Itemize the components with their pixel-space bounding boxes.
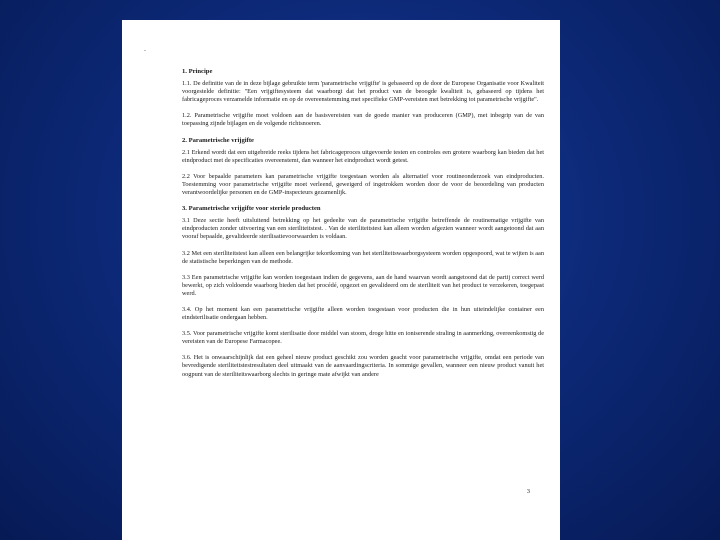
paragraph-3-2: 3.2 Met een steriliteitstest kan alleen een belangrijke tekortkoming van het steriliteitswaarborgsysteem worden opgespoord, wat te wijten is aan de statistische beperkingen van de methode.	[182, 249, 544, 265]
document-body	[182, 68, 544, 387]
page-number: 3	[526, 488, 530, 495]
section-heading-3: 3. Parametrische vrijgifte voor steriele producten	[182, 205, 321, 213]
paragraph-2-1: 2.1 Erkend wordt dat een uitgebreide reeks tijdens het fabricageproces uitgevoerde testen en controles een grotere waarborg kan bieden dat het eindproduct met de specificaties overeenstemt, dan wanneer het eindproduct wordt getest.	[182, 148, 544, 164]
paragraph-2-2: 2.2 Voor bepaalde parameters kan parametrische vrijgifte toegestaan worden als alternatief voor routineonderzoek van eindproducten. Toestemming voor parametrische vrijgifte moet verleend, geweigerd of ingetrokken worden door de voor de beoordeling van producten verantwoordelijke personen en de GMP-inspecteurs gezamenlijk.	[182, 172, 544, 197]
paragraph-3-5: 3.5. Voor parametrische vrijgifte komt sterilisatie door middel van stoom, droge hitte en ioniserende straling in aanmerking, overeenkomstig de vereisten van de Europese Farmacopee.	[182, 330, 544, 346]
paragraph-3-1: 3.1 Deze sectie heeft uitsluitend betrekking op het gedeelte van de parametrische vrijgifte betreffende de routinematige vrijgifte van eindproducten zonder uitvoering van een steriliteitstest. . Van de steriliteitstest kan alleen worden afgezien wanneer wordt aangetoond dat aan vooraf bepaalde, gevalideerde sterilisatievoorwaarden is voldaan.	[182, 217, 544, 241]
paragraph-1-2: 1.2. Parametrische vrijgifte moet voldoen aan de basisvereisten van de goede manier van produceren (GMP), met inbegrip van de van toepassing zijnde bijlagen en de volgende richtsnoeren.	[182, 112, 544, 128]
section-heading-1: 1. Principe	[182, 68, 213, 75]
paragraph-3-3: 3.3 Een parametrische vrijgifte kan worden toegestaan indien de gegevens, aan de hand waarvan wordt aangetoond dat de partij correct werd bewerkt, op zich voldoende waarborg bieden dat het procédé, opgezet en gevalideerd om de steriliteit van het product te verzekeren, toegepast werd.	[182, 273, 544, 297]
paragraph-3-6: 3.6. Het is onwaarschijnlijk dat een geheel nieuw product geschikt zou worden geacht voor parametrische vrijgifte, omdat een periode van bevredigende steriliteitstestresultaten deel uitmaakt van de aanvaardingscriteria. In sommige gevallen, wanneer een nieuw product vanuit het oogpunt van de steriliteitswaarborg slechts in geringe mate afwijkt van andere	[182, 354, 544, 378]
paragraph-1-1: 1.1. De definitie van de in deze bijlage gebruikte term 'parametrische vrijgifte' is gebaseerd op de door de Europese Organisatie voor Kwaliteit voorgestelde definitie: "Een vrijgiftesysteem dat waarborgt dat het product van de beoogde kwaliteit is, gebaseerd op tijdens het fabricageproces verzamelde informatie en op de overeenstemming met specifieke GMP-vereisten met betrekking tot parametrische vrijgifte".	[182, 80, 544, 104]
paragraph-3-4: 3.4. Op het moment kan een parametrische vrijgifte alleen worden toegestaan voor producten die in hun uiteindelijke container een eindsterilisatie ondergaan hebben.	[182, 305, 544, 322]
section-heading-2: 2. Parametrische vrijgifte	[182, 136, 254, 144]
document-page	[122, 20, 560, 540]
page-mark: -	[144, 48, 146, 54]
